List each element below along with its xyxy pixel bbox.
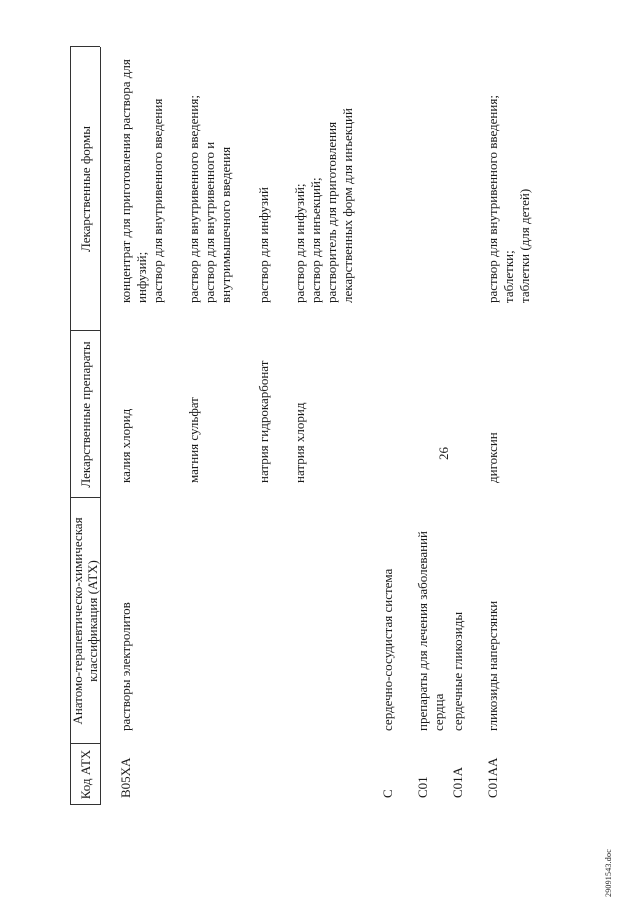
cell-drug: магния сульфат — [186, 397, 201, 483]
form-line: раствор для инфузий; — [292, 183, 307, 303]
page-number: 26 — [436, 447, 451, 460]
cell-atc: препараты для лечения заболеваний сердца — [415, 531, 446, 731]
cell-drug: натрия гидрокарбонат — [256, 360, 271, 483]
cell-drug: калия хлорид — [118, 408, 133, 483]
form-line: раствор для внутривенного введения; — [485, 95, 500, 303]
cell-code: C01AA — [485, 757, 500, 798]
header-code: Код АТХ — [77, 749, 93, 800]
cell-forms — [292, 51, 356, 303]
file-name-footer: 29091543.doc — [604, 849, 613, 897]
form-line: раствор для внутривенного введения; — [186, 95, 201, 303]
cell-forms — [256, 51, 272, 303]
form-line: таблетки (для детей) — [517, 188, 532, 303]
form-line: концентрат для приготовления раствора для инфузий; — [118, 59, 149, 303]
form-line: раствор для внутривенного и внутримышечного введения — [202, 141, 233, 303]
form-line: раствор для инфузий — [256, 187, 271, 303]
form-line: раствор для внутривенного введения — [150, 98, 165, 303]
cell-drug: дигоксин — [485, 432, 500, 483]
cell-atc: сердечные гликозиды — [450, 611, 465, 731]
cell-forms — [118, 51, 166, 303]
cell-code: C — [380, 789, 395, 798]
cell-code: B05XA — [118, 757, 133, 798]
form-line: таблетки; — [501, 250, 516, 303]
table-header-border — [100, 47, 101, 805]
header-drugs: Лекарственные препараты — [77, 341, 93, 488]
header-forms: Лекарственные формы — [77, 125, 93, 253]
cell-drug: натрия хлорид — [292, 402, 307, 483]
form-line: растворитель для приготовления лекарственных форм для инъекций — [324, 108, 355, 303]
cell-atc: гликозиды наперстянки — [485, 600, 500, 731]
header-atc: Анатомо-терапевтическо-химическая классификация (АТХ) — [70, 517, 100, 725]
cell-code: C01 — [415, 776, 430, 798]
cell-code: C01A — [450, 766, 465, 798]
cell-atc: сердечно-сосудистая система — [380, 568, 395, 731]
cell-atc: растворы электролитов — [118, 602, 133, 731]
cell-forms — [186, 51, 234, 303]
form-line: раствор для инъекций; — [308, 177, 323, 303]
cell-forms — [485, 51, 533, 303]
